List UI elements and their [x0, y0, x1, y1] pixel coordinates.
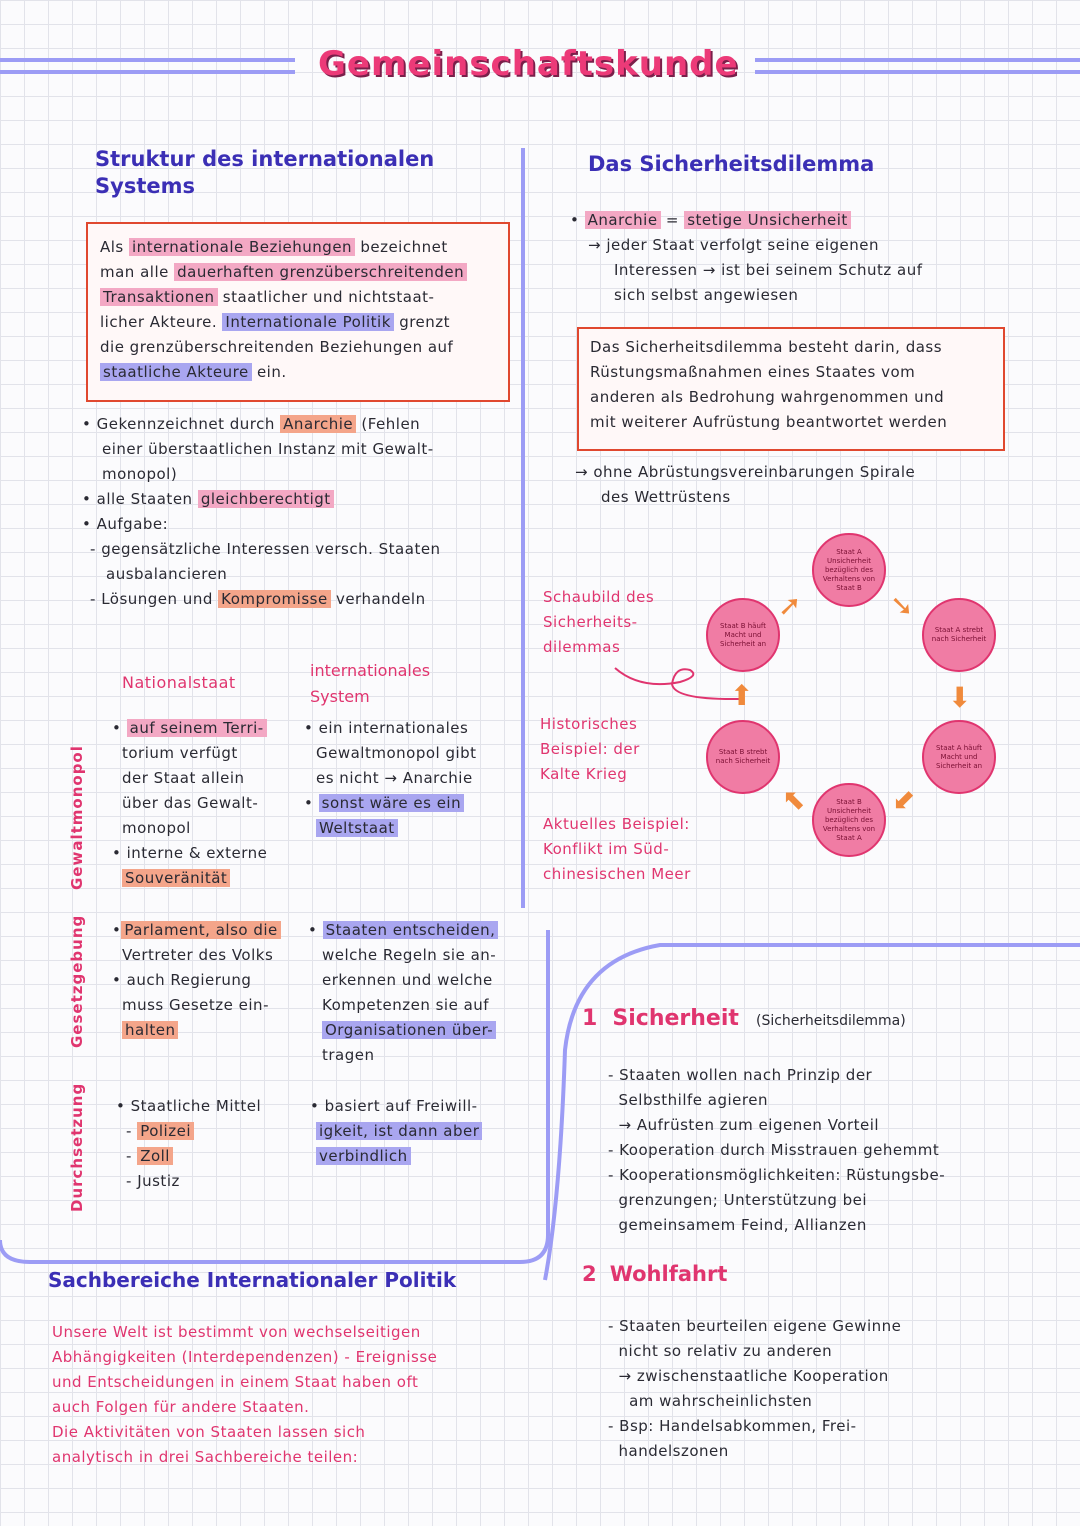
- cell-line: • basiert auf Freiwill-: [310, 1097, 478, 1115]
- wohlfahrt-title: Wohlfahrt: [609, 1262, 728, 1286]
- wohlfahrt-heading: [582, 1262, 727, 1286]
- arrow-up-right-icon: ➚: [778, 589, 802, 622]
- bullet-item: • Aufgabe:: [82, 515, 169, 533]
- wohlfahrt-line: nicht so relativ zu anderen: [608, 1342, 833, 1360]
- def-line: Als internationale Beziehungen bezeichnet: [100, 238, 448, 256]
- col-header-system: [310, 658, 430, 710]
- schaubild-line: Schaubild des: [543, 588, 655, 606]
- schaubild-label: [543, 585, 654, 660]
- cell-line: Weltstaat: [304, 816, 477, 841]
- dash-cont: ausbalancieren: [106, 565, 228, 583]
- cell-line: über das Gewalt-: [122, 794, 259, 812]
- cell-line: igkeit, ist dann aber: [310, 1119, 482, 1144]
- arrow-up-icon: ⬆: [730, 679, 754, 712]
- cell-line: - Zoll: [116, 1144, 261, 1169]
- sachbereiche-line: auch Folgen für andere Staaten.: [52, 1398, 310, 1416]
- cell-line: Gewaltmonopol gibt: [316, 744, 477, 762]
- sachbereiche-line: Abhängigkeiten (Interdependenzen) - Ereignisse: [52, 1348, 438, 1366]
- page-title: Gemeinschaftskunde: [318, 44, 739, 84]
- section-title-line2: Systems: [95, 174, 195, 198]
- sicherheit-line: - Kooperation durch Misstrauen gehemmt: [608, 1141, 940, 1159]
- wohlfahrt-line: handelszonen: [608, 1442, 729, 1460]
- spirale-note: [575, 460, 915, 510]
- dash-item: - Lösungen und Kompromisse verhandeln: [90, 590, 426, 608]
- def-line: die grenzüberschreitenden Beziehungen auf: [100, 338, 454, 356]
- cell-line: - Polizei: [116, 1119, 261, 1144]
- cell-line: muss Gesetze ein-: [122, 996, 269, 1014]
- def-line: Transaktionen staatlicher und nichtstaat-: [100, 285, 467, 310]
- cycle-node-top: Staat A Unsicherheit bezüglich des Verhaltens von Staat B: [812, 533, 886, 607]
- cell-line: • Staatliche Mittel: [116, 1097, 262, 1115]
- sicherheit-heading: [582, 1006, 906, 1031]
- section-title-dilemma: Das Sicherheitsdilemma: [588, 152, 875, 176]
- wohlfahrt-body: [608, 1314, 901, 1464]
- cell-line: • sonst wäre es ein: [304, 791, 477, 816]
- cell-line: Vertreter des Volks: [122, 946, 274, 964]
- cell-r1c1: [112, 716, 267, 891]
- sachbereiche-body: [52, 1320, 437, 1470]
- cell-line: • Parlament, also die: [112, 918, 281, 943]
- section-title-struktur: [95, 146, 434, 200]
- cycle-node-left-top: Staat B häuft Macht und Sicherheit an: [706, 598, 780, 672]
- spirale-line: → ohne Abrüstungsvereinbarungen Spirale: [575, 463, 916, 481]
- cell-line: der Staat allein: [122, 769, 245, 787]
- dilemma-box-text: [590, 335, 947, 435]
- historisch-line: Historisches: [540, 715, 638, 733]
- sicherheit-line: Selbsthilfe agieren: [608, 1091, 768, 1109]
- dilemma-line: • Anarchie = stetige Unsicherheit: [570, 208, 923, 233]
- def-line: licher Akteure. Internationale Politik grenzt: [100, 313, 451, 331]
- row-label-gesetzgebung: Gesetzgebung: [68, 914, 86, 1048]
- wohlfahrt-line: → zwischenstaatliche Kooperation: [608, 1367, 889, 1385]
- def-line: man alle dauerhaften grenzüberschreitenden: [100, 260, 467, 285]
- sicherheit-sub: (Sicherheitsdilemma): [756, 1013, 906, 1029]
- cell-line: Souveränität: [112, 866, 267, 891]
- arrow-down-right-icon: ➘: [890, 589, 914, 622]
- col-header-nationalstaat: Nationalstaat: [122, 673, 236, 692]
- wohlfahrt-num: 2: [582, 1262, 597, 1286]
- sicherheit-line: → Aufrüsten zum eigenen Vorteil: [608, 1116, 880, 1134]
- spirale-line: des Wettrüstens: [601, 488, 731, 506]
- section-title-line1: Struktur des internationalen: [95, 147, 435, 171]
- bullet-item: • Gekennzeichnet durch Anarchie (Fehlen: [82, 415, 421, 433]
- cell-line: erkennen und welche: [322, 971, 493, 989]
- cell-line: welche Regeln sie an-: [322, 946, 497, 964]
- sachbereiche-line: analytisch in drei Sachbereiche teilen:: [52, 1448, 359, 1466]
- cell-line: tragen: [322, 1046, 375, 1064]
- cell-line: Kompetenzen sie auf: [322, 996, 490, 1014]
- cell-line: • auch Regierung: [112, 971, 252, 989]
- bullet-cont: monopol): [102, 465, 178, 483]
- historisch-line: Beispiel: der: [540, 740, 640, 758]
- sicherheit-line: gemeinsamem Feind, Allianzen: [608, 1216, 867, 1234]
- dilemma-line: sich selbst angewiesen: [614, 286, 799, 304]
- arrow-down-left-icon: ⬋: [892, 783, 916, 816]
- sachbereiche-line: Unsere Welt ist bestimmt von wechselseitigen: [52, 1323, 421, 1341]
- aktuell-line: Konflikt im Süd-: [543, 840, 670, 858]
- cell-line: • auf seinem Terri-: [112, 716, 267, 741]
- arrow-up-left-icon: ⬉: [782, 783, 806, 816]
- dash-item: - gegensätzliche Interessen versch. Staaten: [90, 540, 441, 558]
- cell-r2c2: [308, 918, 498, 1068]
- schaubild-line: Sicherheits-: [543, 613, 638, 631]
- historisch-line: Kalte Krieg: [540, 765, 628, 783]
- dilemma-box-line: Rüstungsmaßnahmen eines Staates vom: [590, 363, 916, 381]
- cell-r3c2: [310, 1094, 482, 1169]
- historisch-label: [540, 712, 640, 787]
- sachbereiche-line: und Entscheidungen in einem Staat haben oft: [52, 1373, 419, 1391]
- wohlfahrt-line: - Bsp: Handelsabkommen, Frei-: [608, 1417, 857, 1435]
- cell-r3c1: [116, 1094, 261, 1194]
- cell-line: torium verfügt: [122, 744, 238, 762]
- dilemma-line: → jeder Staat verfolgt seine eigenen: [588, 236, 880, 254]
- def-line: staatliche Akteure ein.: [100, 360, 467, 385]
- dilemma-box-line: mit weiterer Aufrüstung beantwortet werden: [590, 413, 948, 431]
- aktuell-label: [543, 812, 691, 887]
- definition-box-text: [100, 235, 467, 385]
- cell-line: Organisationen über-: [308, 1018, 498, 1043]
- cell-line: • interne & externe: [112, 844, 268, 862]
- cycle-node-right-bottom: Staat A häuft Macht und Sicherheit an: [922, 720, 996, 794]
- dilemma-box-line: anderen als Bedrohung wahrgenommen und: [590, 388, 945, 406]
- row-label-gewaltmonopol: Gewaltmonopol: [68, 745, 86, 890]
- cycle-node-bottom: Staat B Unsicherheit bezüglich des Verhaltens von Staat A: [812, 783, 886, 857]
- dilemma-box-line: Das Sicherheitsdilemma besteht darin, dass: [590, 338, 943, 356]
- col-header-system-l2: System: [310, 687, 370, 706]
- cell-line: verbindlich: [310, 1144, 482, 1169]
- section-title-sachbereiche: Sachbereiche Internationaler Politik: [48, 1268, 457, 1292]
- cycle-node-right-top: Staat A strebt nach Sicherheit: [922, 598, 996, 672]
- col-header-system-l1: internationales: [310, 661, 431, 680]
- dilemma-line: Interessen → ist bei seinem Schutz auf: [614, 261, 923, 279]
- cell-line: monopol: [122, 819, 191, 837]
- bullet-item: • alle Staaten gleichberechtigt: [82, 487, 441, 512]
- sicherheit-num: 1: [582, 1006, 598, 1031]
- cycle-node-left-bottom: Staat B strebt nach Sicherheit: [706, 720, 780, 794]
- dilemma-bullets: [570, 208, 923, 308]
- sicherheit-line: grenzungen; Unterstützung bei: [608, 1191, 868, 1209]
- wohlfahrt-line: am wahrscheinlichsten: [608, 1392, 813, 1410]
- arrow-down-icon: ⬇: [948, 681, 972, 714]
- sicherheit-title: Sicherheit: [612, 1006, 739, 1031]
- cell-line: - Justiz: [126, 1172, 180, 1190]
- sicherheit-line: - Kooperationsmöglichkeiten: Rüstungsbe-: [608, 1166, 946, 1184]
- left-bullets: [82, 412, 441, 612]
- bullet-cont: einer überstaatlichen Instanz mit Gewalt-: [102, 440, 434, 458]
- cell-line: • ein internationales: [304, 719, 469, 737]
- cell-r1c2: [304, 716, 477, 841]
- cell-line: • Staaten entscheiden,: [308, 918, 498, 943]
- aktuell-line: Aktuelles Beispiel:: [543, 815, 690, 833]
- wohlfahrt-line: - Staaten beurteilen eigene Gewinne: [608, 1317, 902, 1335]
- sachbereiche-line: Die Aktivitäten von Staaten lassen sich: [52, 1423, 366, 1441]
- sicherheit-body: [608, 1063, 945, 1238]
- cell-line: es nicht → Anarchie: [316, 769, 473, 787]
- row-label-durchsetzung: Durchsetzung: [68, 1082, 86, 1212]
- cell-line: halten: [112, 1018, 281, 1043]
- schaubild-line: dilemmas: [543, 638, 621, 656]
- cell-r2c1: [112, 918, 281, 1043]
- sicherheit-line: - Staaten wollen nach Prinzip der: [608, 1066, 873, 1084]
- aktuell-line: chinesischen Meer: [543, 865, 691, 883]
